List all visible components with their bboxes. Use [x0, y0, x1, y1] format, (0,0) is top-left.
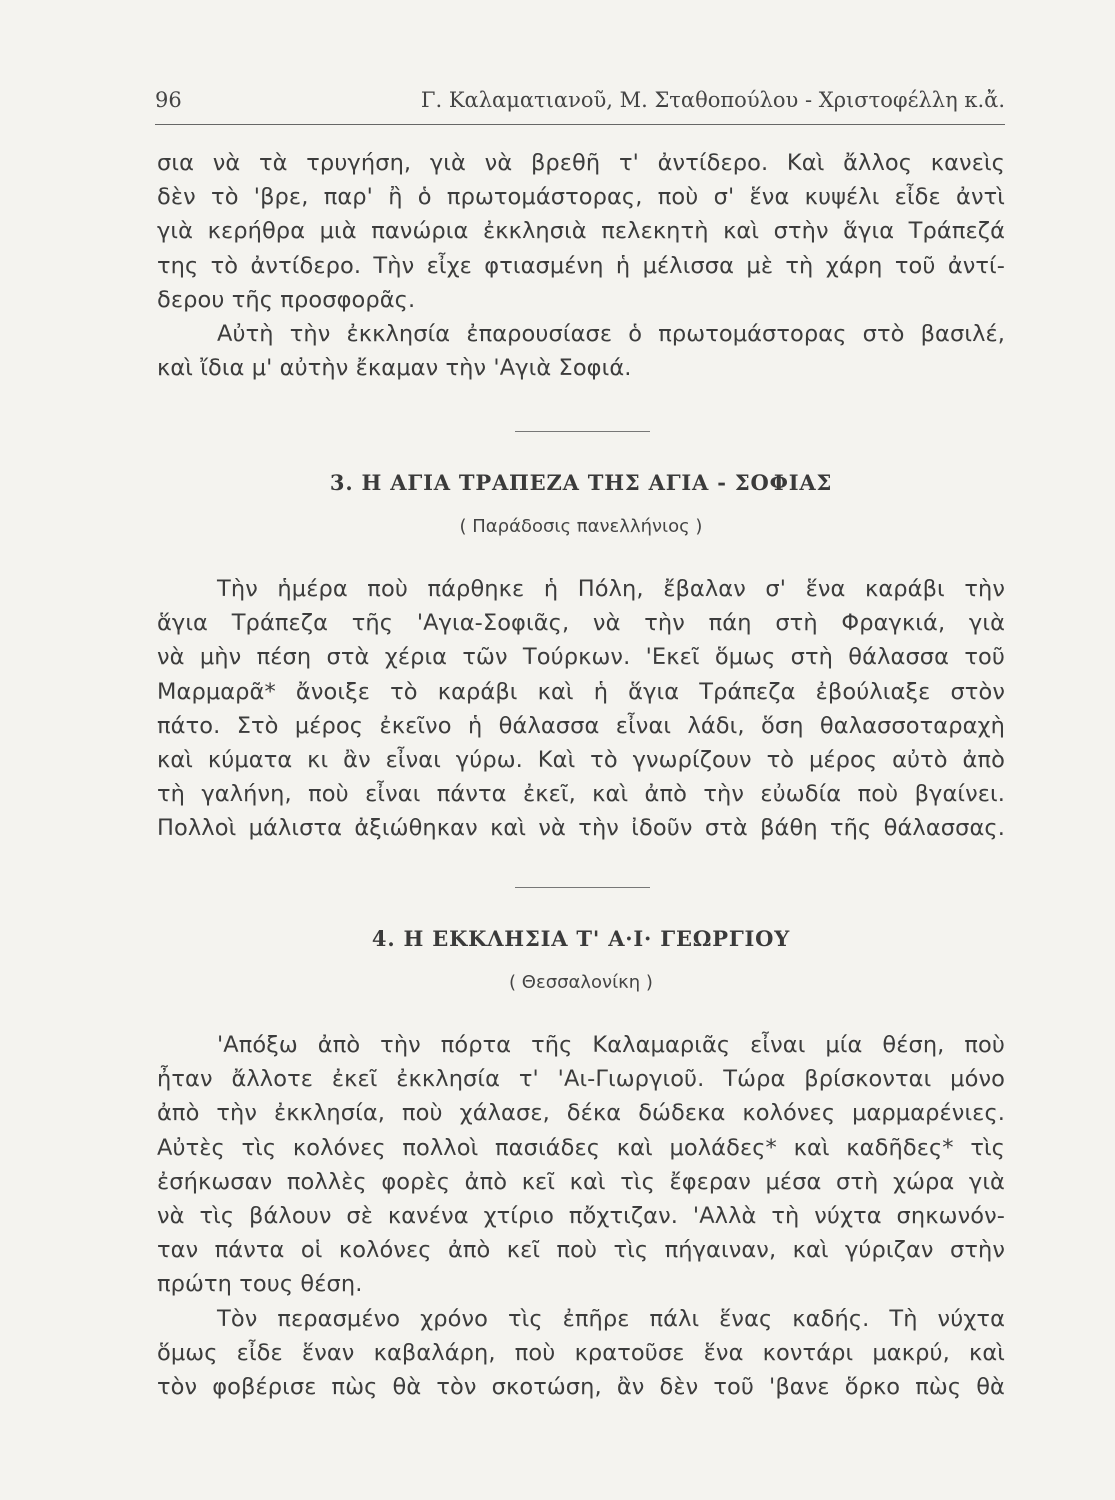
text-line: Μαρμαρᾶ* ἄνοιξε τὸ καράβι καὶ ἡ ἅγια Τράπεζα ἐβούλιαξε στὸν	[157, 678, 1005, 705]
text-line: νὰ τὶς βάλουν σὲ κανένα χτίριο πὄχτιζαν. 'Αλλὰ τὴ νύχτα σηκωνόν-	[157, 1202, 1005, 1229]
page-number: 96	[155, 88, 182, 112]
section-3-title: 3. Η ΑΓΙΑ ΤΡΑΠΕΖΑ ΤΗΣ ΑΓΙΑ - ΣΟΦΙΑΣ	[329, 470, 833, 495]
text-line: της τὸ ἀντίδερο. Τὴν εἶχε φτιασμένη ἡ μέλισσα μὲ τὴ χάρη τοῦ ἀντί-	[157, 252, 1005, 279]
text-line: ἀπὸ τὴν ἐκκλησία, ποὺ χάλασε, δέκα δώδεκα κολόνες μαρμαρένιες.	[157, 1100, 1005, 1127]
section-divider	[515, 431, 650, 432]
text-line: τὸν φοβέρισε πὼς θὰ τὸν σκοτώση, ἂν δὲν τοῦ 'βανε ὅρκο πὼς θὰ	[157, 1373, 1005, 1400]
section-4-subtitle: ( Θεσσαλονίκη )	[509, 972, 653, 993]
section-3-subtitle: ( Παράδοσις πανελλήνιος )	[459, 516, 703, 537]
text-line: ἐσήκωσαν πολλὲς φορὲς ἀπὸ κεῖ καὶ τὶς ἔφεραν μέσα στὴ χώρα γιὰ	[157, 1168, 1005, 1195]
text-line: Αὐτὲς τὶς κολόνες πολλοὶ πασιάδες καὶ μολάδες* καὶ καδῆδες* τὶς	[157, 1134, 1005, 1161]
section-4-body	[157, 1028, 1005, 1404]
text-line: σια νὰ τὰ τρυγήση, γιὰ νὰ βρεθῆ τ' ἀντίδερο. Καὶ ἄλλος κανεὶς	[157, 150, 1005, 176]
text-line: Τὴν ἡμέρα ποὺ πάρθηκε ἡ Πόλη, ἔβαλαν σ' ἕνα καράβι τὴν	[217, 576, 1005, 602]
text-line: τὴ γαλήνη, ποὺ εἶναι πάντα ἐκεῖ, καὶ ἀπὸ τὴν εὐωδία ποὺ βγαίνει.	[157, 781, 1005, 808]
text-line: δὲν τὸ 'βρε, παρ' ἢ ὁ πρωτομάστορας, ποὺ σ' ἕνα κυψέλι εἶδε ἀντὶ	[157, 184, 1005, 211]
text-line: δερου τῆς προσφορᾶς.	[157, 286, 416, 313]
intro-paragraphs	[157, 146, 1005, 385]
text-line: ὅμως εἶδε ἕναν καβαλάρη, ποὺ κρατοῦσε ἕνα κοντάρι μακρύ, καὶ	[157, 1339, 1005, 1366]
running-title: Γ. Καλαματιανοῦ, Μ. Σταθοπούλου - Χριστοφέλλη κ.ἄ.	[420, 88, 1005, 112]
text-line: νὰ μὴν πέση στὰ χέρια τῶν Τούρκων. 'Εκεῖ ὅμως στὴ θάλασσα τοῦ	[157, 644, 1005, 671]
text-line: Τὸν περασμένο χρόνο τὶς ἐπῆρε πάλι ἕνας καδής. Τὴ νύχτα	[217, 1305, 1005, 1332]
text-line: γιὰ κερήθρα μιὰ πανώρια ἐκκλησιὰ πελεκητὴ καὶ στὴν ἅγια Τράπεζά	[157, 218, 1005, 245]
text-line: Πολλοὶ μάλιστα ἀξιώθηκαν καὶ νὰ τὴν ἰδοῦν στὰ βάθη τῆς θάλασσας.	[157, 815, 1005, 842]
section-4-title: 4. Η ΕΚΚΛΗΣΙΑ Τ' Α·Ι· ΓΕΩΡΓΙΟΥ	[371, 926, 791, 951]
text-line: Αὐτὴ τὴν ἐκκλησία ἐπαρουσίασε ὁ πρωτομάστορας στὸ βασιλέ,	[217, 320, 1005, 347]
text-line: ἅγια Τράπεζα τῆς 'Αγια-Σοφιᾶς, νὰ τὴν πάη στὴ Φραγκιά, γιὰ	[157, 610, 1005, 637]
text-line: ταν πάντα οἱ κολόνες ἀπὸ κεῖ ποὺ τὶς πήγαιναν, καὶ γύριζαν στὴν	[157, 1237, 1005, 1264]
text-line: καὶ ἴδια μ' αὐτὴν ἔκαμαν τὴν 'Αγιὰ Σοφιά.	[157, 355, 632, 382]
text-line: 'Απόξω ἀπὸ τὴν πόρτα τῆς Καλαμαριᾶς εἶναι μία θέση, ποὺ	[217, 1032, 1005, 1058]
header-rule	[155, 124, 1005, 125]
text-line: ἦταν ἄλλοτε ἐκεῖ ἐκκλησία τ' 'Αι-Γιωργιοῦ. Τώρα βρίσκονται μόνο	[157, 1066, 1005, 1093]
section-divider	[515, 887, 650, 888]
page-header	[155, 88, 1005, 120]
text-line: καὶ κύματα κι ἂν εἶναι γύρω. Καὶ τὸ γνωρίζουν τὸ μέρος αὐτὸ ἀπὸ	[157, 746, 1005, 773]
text-line: πάτο. Στὸ μέρος ἐκεῖνο ἡ θάλασσα εἶναι λάδι, ὅση θαλασσοταραχὴ	[157, 712, 1005, 739]
text-line: πρώτη τους θέση.	[157, 1271, 363, 1298]
section-3-body	[157, 572, 1005, 846]
